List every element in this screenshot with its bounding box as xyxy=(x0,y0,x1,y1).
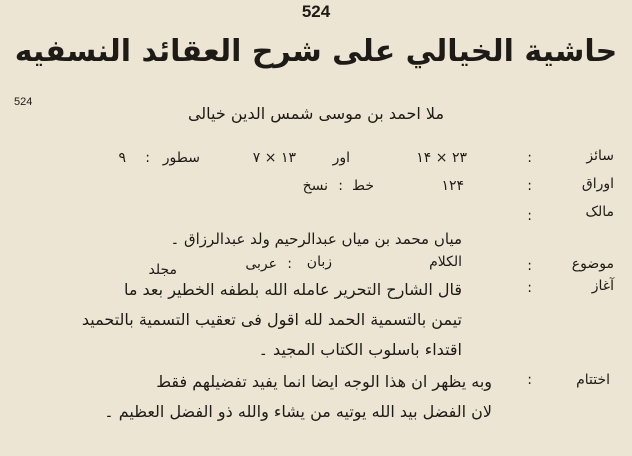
beginning-line-3: اقتداء باسلوب الكتاب المجيد ۔ xyxy=(258,340,462,359)
language-colon: : xyxy=(287,256,292,272)
beginning-line-2: تيمن بالتسمية الحمد لله اقول فی تعقيب التسمية بالتحميد xyxy=(81,310,462,329)
script-colon: : xyxy=(338,178,343,194)
subject-value: الکلام xyxy=(429,254,462,270)
size-and: اور xyxy=(332,150,350,166)
size-value: ۲۳ × ۱۴ xyxy=(416,150,467,166)
beginning-line-1: قال الشارح التحرير عامله الله بلطفه الخطير بعد ما xyxy=(124,280,462,299)
page-number-top: 524 xyxy=(301,2,331,21)
language-label: زبان xyxy=(306,254,332,270)
language-value: عربی xyxy=(245,256,277,272)
ending-colon: : xyxy=(527,372,532,388)
owner-label: مالک xyxy=(585,204,614,220)
folios-label: اوراق xyxy=(581,176,614,192)
page-number-side: 524 xyxy=(14,96,33,108)
bound-value: مجلد xyxy=(148,262,177,278)
owner-colon: : xyxy=(527,208,532,224)
folios-value: ۱۲۴ xyxy=(441,178,464,194)
script-label: خط xyxy=(352,178,374,194)
folios-colon: : xyxy=(527,178,532,194)
lines-colon: : xyxy=(145,150,150,166)
subject-label: موضوع xyxy=(571,256,614,272)
lines-value: ۹ xyxy=(118,150,126,166)
manuscript-title: حاشية الخيالي على شرح العقائد النسفيه xyxy=(14,34,618,69)
owner-value: میاں محمد بن میاں عبدالرحیم ولد عبدالرزاق ۔ xyxy=(170,230,462,248)
size-colon: : xyxy=(527,150,532,166)
subject-colon: : xyxy=(527,258,532,274)
ending-line-2: لان الفضل بيد الله يوتيه من يشاء والله ذو الفضل العظيم ۔ xyxy=(104,402,492,421)
beginning-colon: : xyxy=(527,280,532,296)
author-line: ملا احمد بن موسی شمس الدین خیالی xyxy=(187,104,445,123)
lines-label: سطور xyxy=(162,150,200,166)
ending-label: اختتام xyxy=(576,372,610,388)
ending-line-1: وبه يظهر ان هذا الوجه ايضا انما يفيد تفضيلهم فقط xyxy=(156,372,492,391)
size-value-2: ۱۳ × ۷ xyxy=(252,150,296,166)
beginning-label: آغاز xyxy=(591,278,614,294)
script-value: نسخ xyxy=(302,178,328,194)
size-label: سائز xyxy=(586,148,614,164)
